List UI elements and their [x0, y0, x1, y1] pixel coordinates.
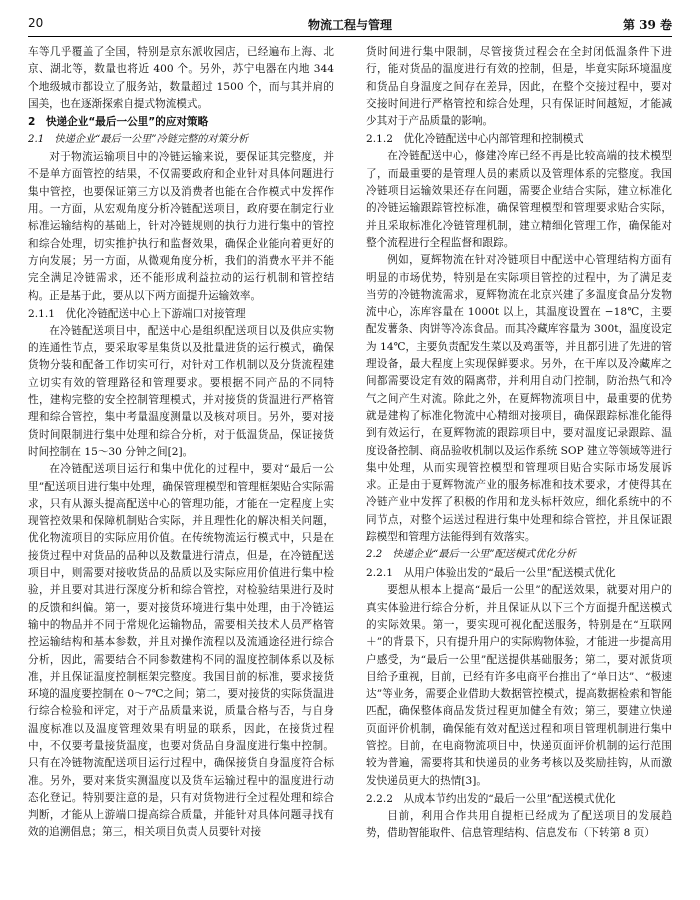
subsubsection-heading: 2.1.2 优化冷链配送中心内部管理和控制模式	[366, 133, 584, 146]
paragraph: 在冷链配送项目中，配送中心是组织配送项目以及供应实物的连通性节点，要采取零星集货以及批量进货的运行模式，确保货物分装和配备工作切实可行，对针对工作机制以及分货流程建立切实有效的管理路径和管理要求。要根据不同产品的不同特性，建构完整的安全控制管理模式，并对接货的货温进行严格管理和综合管控，集中考量温度测量以及核对项目。另外，要对接货时间限制进行集中处理和综合分析，对于低温货品，保证接货时间控制在 15～30 分钟之间[2]。	[28, 324, 334, 458]
paragraph: 对于物流运输项目中的冷链运输来说，要保证其完整度，并不是单方面管控的结果，不仅需要政府和企业针对具体问题进行集中管控，也要保证第三方以及消费者也能在合作模式中发挥作用。一方面，从宏观角度分析冷链配送项目，政府要在制定行业标准运输结构的基础上，针对冷链规则的执行力进行集中的管控和综合处理，切实推护执行和监督效果，确保企业能向着更好的方向发展；另一方面，从微观角度分析，我们的消费水平并不能完全满足冷链需求，还不能形成利益拉动的运行机制和管控结构。正是基于此，要从以下两方面提升运输效率。	[28, 151, 334, 302]
subsubsection-heading: 2.2.1 从用户体验出发的“最后一公里”配送模式优化	[366, 567, 616, 580]
subsubsection-heading: 2.1.1 优化冷链配送中心上下游端口对接管理	[28, 307, 246, 320]
page-header	[28, 14, 672, 37]
section-heading: 2 快递企业“最后一公里”的应对策略	[28, 116, 209, 129]
paragraph: 在冷链配送中心，修建冷库已经不再是比较高端的技术模型了，而最重要的是管理人员的素质以及管理体系的完整度。我国冷链项目运输效果还存在问题，需要企业结合实际，建立标准化的冷链运输跟踪管控标准，确保管理模型和管理要求贴合实际，并且采取标准化冷链管理机制，建立精细化管理工作，确保能对整个流程进行全程监督和跟踪。	[366, 150, 672, 249]
article-body	[28, 44, 672, 890]
paragraph: 例如，夏辉物流在针对冷链项目中配送中心管理结构方面有明显的市场优势，特别是在实际项目管控的过程中，为了满足麦当劳的冷链物流需求，夏辉物流在北京兴建了多温度食品分发物流中心，冻库容量在 1000t 以上，其温度设置在 −18℃，主要配发薯条、肉饼等冷冻食品。而其冷藏库容量为 300t，温度设定为 14℃，主要负责配发生菜以及鸡蛋等，并且都引进了先进的管理设备，最大程度上实现保鲜要求。另外，在干库以及冷藏库之间都需要设定有效的隔离带，并利用自动门控制，防治热气和冷气之间产生对流。除此之外，在夏辉物流项目中，最重要的优势就是建构了标准化物流中心精细对接项目，确保跟踪标准化能得到有效运行，在夏辉物流的跟踪项目中，要对温度记录跟踪、温度设备控制、商品验收机制以及运作系统 SOP 建立等领域等进行集中处理，从而实现管控模型和管理项目贴合实际市场发展诉求。正是由于夏辉物流产业的服务标准和技术要求，才使得其在冷链产业中发挥了积极的作用和龙头标杆效应，细化系统中的不同节点，对整个运送过程进行集中处理和综合管控，并且保证跟踪模型和管理方法能得到有效落实。	[366, 254, 672, 544]
left-column	[28, 44, 334, 890]
subsubsection-heading: 2.2.2 从成本节约出发的“最后一公里”配送模式优化	[366, 792, 616, 805]
subsection-heading: 2.1 快递企业“最后一公里”冷链完整的对策分析	[28, 134, 249, 146]
paragraph: 目前，利用合作共用自提柜已经成为了配送项目的发展趋势，借助智能取件、信息管理结构、信息发布（下转第 8 页）	[366, 809, 672, 840]
paragraph: 货时间进行集中限制，尽管接货过程会在全封闭低温条件下进行，能对货品的温度进行有效的控制，但是，毕竟实际环境温度和货品自身温度之间存在差异，因此，在整个交接过程中，要对交接时间进行严格管控和综合处理，只有保证时间越短，才能减少其对于产品质量的影响。	[366, 46, 672, 128]
page-number: 20	[28, 16, 44, 30]
volume-label: 第 39 卷	[622, 18, 672, 32]
paragraph: 要想从根本上提高“最后一公里”的配送效果，就要对用户的真实体验进行综合分析，并且保证从以下三个方面提升配送模式的实际效果。第一，要实现可视化配送服务，特别是在“互联网＋”的背景下，只有提升用户的实际购物体验，才能进一步提高用户感受，为“最后一公里”配送提供基础服务；第二，要对派货项目给予重视，目前，已经有许多电商平台推出了“单日达”、“极速达”等业务，需要企业借助大数据管控模式，提高数据检索和智能匹配，确保整体商品发货过程更加健全有效；第三，要建立快递页面评价机制，确保能有效对配送过程和项目管理机制进行集中管控。目前，在电商物流项目中，快递页面评价机制的运行范围较为普遍，需要将其和快递员的业务考核以及奖励挂钩，从而激发快递员更大的热情[3]。	[366, 584, 672, 787]
right-column	[366, 44, 672, 890]
journal-title: 物流工程与管理	[307, 18, 392, 32]
paragraph: 车等几乎覆盖了全国，特别是京东派收园店，已经遍布上海、北京、湖北等，数量也将近 400 个。另外，苏宁电器在内地 344 个地级城市都设立了服务站，数量超过 1500 个，而与其并肩的国美，也在逐渐探索自提式物流模式。	[28, 46, 334, 110]
subsection-heading: 2.2 快递企业“最后一公里”配送模式优化分析	[366, 549, 576, 561]
paragraph: 在冷链配送项目运行和集中优化的过程中，要对“最后一公里”配送项目进行集中处理，确保管理模型和管理框架贴合实际需求，只有从源头提高配送中心的管理功能，才能在一定程度上实现管控效果和保障机制贴合实际，并且理性化的解决相关问题，优化物流项目的实际应用价值。在传统物流运行模式中，只是在接货过程中对货品的品种以及数量进行清点，但是，在冷链配送项目中，则需要对接收货品的品质以及实际应用价值进行集中检验，并且要对其进行深度分析和综合管控，对检验结果进行及时的反馈和纠偏。第一，要对接货环境进行集中处理，由于冷链运输中的物品并不同于常规化运输物品，需要相关技术人员严格管控运输结构和基本参数，并且对操作流程以及流通途径进行综合分析，因此，需要结合不同参数建构不同的温度控制体系以及标准，并且保证温度控制框架完整度。我国目前的标准，要求接货环境的温度要控制在 0～7℃之间；第二，要对接货的实际货温进行综合检验和评定，对于产品质量来说，质量合格与否，与自身温度标准以及温度管理效果有明显的联系，因此，在接货过程中，不仅要考量接货温度，也要对货品自身温度进行集中控制。只有在冷链物流配送项目运行过程中，确保接货自身温度符合标准。另外，要对来货实测温度以及货车运输过程中的温度进行动态化登记。特别要注意的是，只有对货物进行全过程处理和综合判断，才能从上游端口提高综合质量，并能针对具体问题寻找有效的追溯倡息；第三，相关项目负责人员要针对接	[28, 463, 334, 839]
